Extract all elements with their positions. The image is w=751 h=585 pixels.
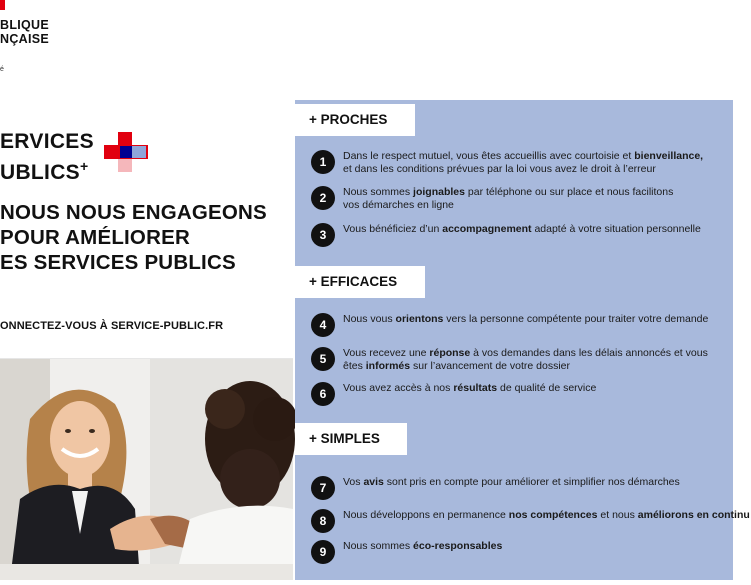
commitment-number-badge: 6	[311, 382, 335, 406]
commitments-panel	[295, 100, 750, 580]
commitment-item	[311, 150, 751, 175]
commitment-text-part: sont pris en compte pour améliorer et simplifier nos démarches	[383, 476, 680, 488]
brand-services-publics-plus	[0, 130, 94, 185]
commitment-item	[311, 382, 751, 406]
brand-line-2-text: UBLICS	[0, 161, 80, 184]
logo-text	[0, 18, 49, 46]
commitment-text-part: Vos	[343, 476, 364, 488]
logo-line-1: BLIQUE	[0, 18, 50, 32]
section-title: + PROCHES	[295, 104, 415, 136]
commitment-text	[343, 313, 708, 326]
commitment-item	[311, 476, 751, 500]
brand-line-1: ERVICES	[0, 130, 94, 153]
commitment-text-emphasis: bienveillance,	[634, 150, 704, 162]
logo-red-mark	[0, 0, 5, 10]
commitment-text-part: Vous avez accès à nos	[343, 382, 454, 394]
handshake-illustration	[0, 359, 293, 580]
commitment-text-part: par téléphone ou sur place et nous facilitons	[464, 186, 674, 198]
commitment-item	[311, 186, 751, 211]
commitment-text-part: Vous bénéficiez d’un	[343, 223, 443, 235]
commitment-text-emphasis: avis	[363, 476, 384, 488]
commitment-number-badge: 4	[311, 313, 335, 337]
commitment-text-part: sur l’avancement de votre dossier	[410, 359, 571, 372]
commitment-text-part: vos démarches en ligne	[343, 198, 454, 211]
handshake-photo	[0, 359, 293, 580]
logo-line-2: NÇAISE	[0, 32, 50, 46]
left-panel	[0, 100, 293, 358]
commitment-text-part: Nous vous	[343, 313, 396, 325]
commitment-text-part: Vous recevez une	[343, 347, 430, 359]
republique-francaise-logo	[0, 0, 120, 90]
commitment-text-emphasis: réponse	[429, 347, 471, 359]
services-publics-plus-cross-icon	[104, 132, 148, 172]
commitment-text	[343, 476, 680, 489]
section-title: + EFFICACES	[295, 266, 425, 298]
commitment-number-badge: 7	[311, 476, 335, 500]
commitment-number-badge: 1	[311, 150, 335, 174]
commitment-item	[311, 540, 751, 564]
commitment-text	[343, 150, 703, 175]
commitment-text	[343, 223, 701, 236]
commitment-text-part: Nous développons en permanence	[343, 509, 509, 521]
commitment-text	[343, 540, 502, 553]
commitment-text-emphasis: résultats	[453, 382, 498, 394]
commitment-number-badge: 2	[311, 186, 335, 210]
commitment-number-badge: 8	[311, 509, 335, 533]
commitment-item	[311, 509, 751, 533]
commitment-text-part: et dans les conditions prévues par la loi vous avez le droit à l’erreur	[343, 162, 656, 175]
headline: NOUS NOUS ENGAGEONS POUR AMÉLIORER ES SERVICES PUBLICS	[0, 201, 267, 274]
commitment-text-emphasis: nos compétences	[508, 509, 598, 521]
commitment-number-badge: 5	[311, 347, 335, 371]
commitment-text-part: à vos demandes dans les délais annoncés et vous	[470, 347, 708, 359]
commitment-text-part: et nous	[597, 509, 638, 521]
commitment-text-part: adapté à votre situation personnelle	[531, 223, 701, 235]
commitment-text-emphasis: informés	[365, 359, 411, 372]
logo-motto: é	[0, 66, 4, 73]
commitment-text	[343, 509, 750, 522]
brand-line-2	[0, 154, 94, 185]
commitment-text-part: de qualité de service	[497, 382, 597, 394]
commitment-item	[311, 313, 751, 337]
commitment-text-emphasis: accompagnement	[442, 223, 532, 235]
commitment-text-emphasis: éco-responsables	[413, 540, 503, 552]
connect-link[interactable]: ONNECTEZ-VOUS À SERVICE-PUBLIC.FR	[0, 320, 224, 332]
commitment-text	[343, 382, 596, 395]
commitment-text-part: Nous sommes	[343, 540, 414, 552]
brand-plus: +	[79, 158, 89, 174]
commitment-text-emphasis: orientons	[395, 313, 444, 325]
section-title: + SIMPLES	[295, 423, 407, 455]
commitment-item	[311, 223, 751, 247]
commitment-text-part: Nous sommes	[343, 186, 414, 198]
commitment-text	[343, 347, 708, 372]
commitment-text	[343, 186, 673, 211]
commitment-item	[311, 347, 751, 372]
commitment-number-badge: 3	[311, 223, 335, 247]
commitment-text-part: êtes	[343, 359, 366, 372]
commitment-text-part: Dans le respect mutuel, vous êtes accueillis avec courtoisie et	[343, 150, 635, 162]
commitment-text-emphasis: améliorons en continu	[637, 509, 750, 521]
commitment-text-emphasis: joignables	[413, 186, 465, 198]
commitment-number-badge: 9	[311, 540, 335, 564]
commitment-text-part: vers la personne compétente pour traiter votre demande	[443, 313, 709, 325]
